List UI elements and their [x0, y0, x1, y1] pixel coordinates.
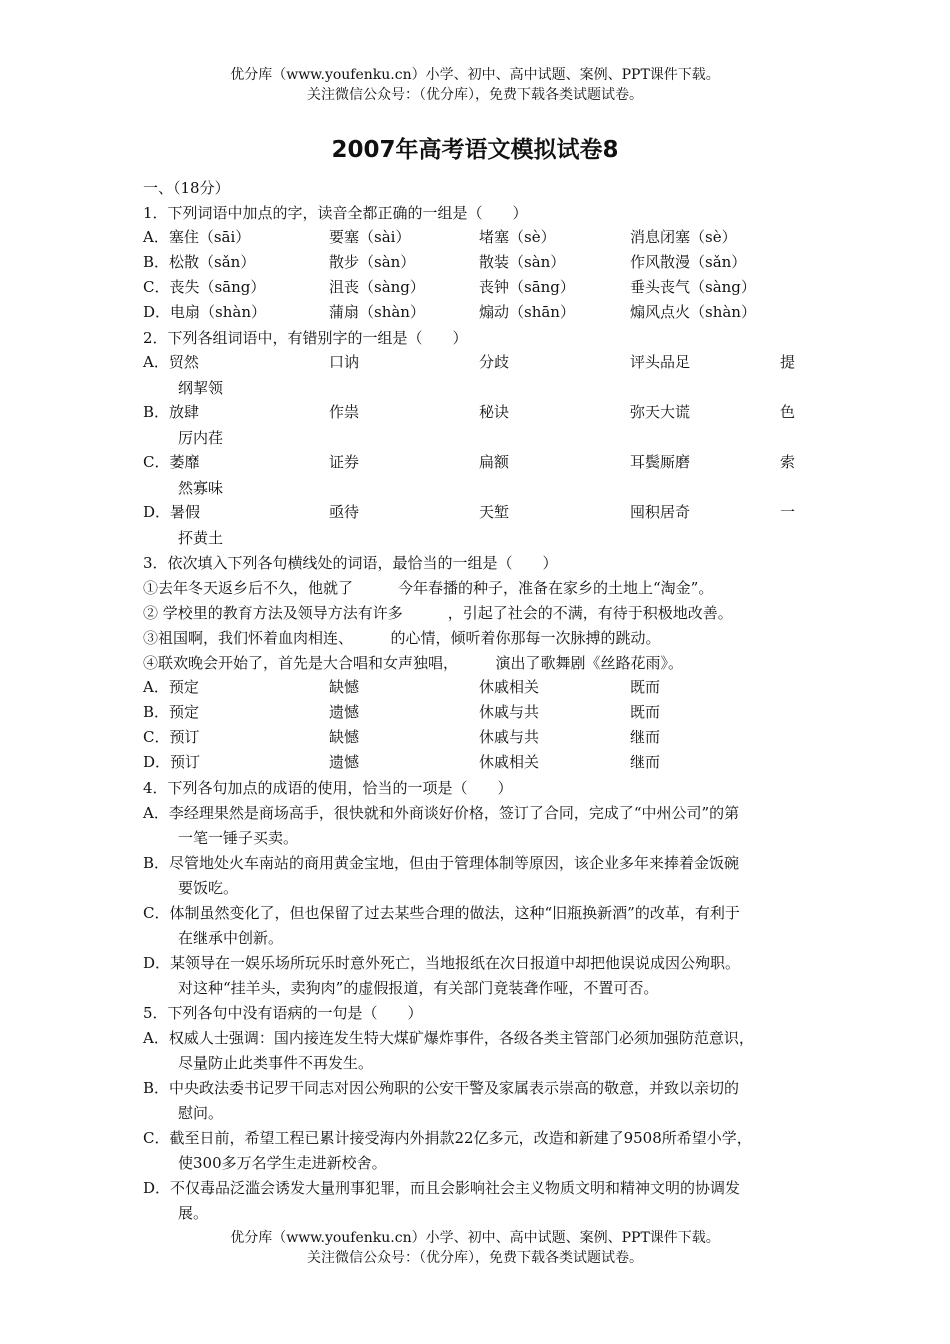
q2-a-2: 口讷 — [329, 353, 360, 371]
q1-b-2: 散步（sàn） — [329, 253, 416, 271]
q1-option-c — [143, 276, 823, 301]
q2-a-wrap: 纲挈领 — [178, 379, 224, 397]
q3-option-d — [143, 751, 823, 776]
q3-b-3: 休戚与共 — [479, 703, 540, 721]
question-3-stem: 3．依次填入下列各句横线处的词语，最恰当的一组是（ ） — [143, 554, 558, 572]
q2-option-b — [143, 401, 823, 426]
q2-c-4: 耳鬓厮磨 — [630, 453, 691, 471]
q1-a-2: 要塞（sài） — [329, 228, 411, 246]
q1-c-4: 垂头丧气（sàng） — [630, 278, 756, 296]
q4-option-d: D．某领导在一娱乐场所玩乐时意外死亡，当地报纸在次日报道中却把他误说成因公殉职。 — [143, 954, 741, 972]
question-4-stem: 4．下列各句加点的成语的使用，恰当的一项是（ ） — [143, 779, 513, 797]
q3-b-1: B．预定 — [143, 703, 200, 721]
q1-a-4: 消息闭塞（sè） — [630, 228, 737, 246]
q3-b-4: 既而 — [630, 703, 661, 721]
q3-sentence-2: ② 学校里的教育方法及领导方法有许多 ，引起了社会的不满，有待于积极地改善。 — [143, 604, 733, 622]
q3-a-1: A．预定 — [143, 678, 199, 696]
q3-sentence-1: ①去年冬天返乡后不久，他就了 今年春播的种子，准备在家乡的土地上“淘金”。 — [143, 579, 714, 597]
q2-b-2: 作祟 — [329, 403, 360, 421]
q3-option-a — [143, 676, 823, 701]
q2-b-1: B．放肆 — [143, 403, 200, 421]
q5-option-d: D．不仅毒品泛滥会诱发大量刑事犯罪，而且会影响社会主义物质文明和精神文明的协调发 — [143, 1179, 741, 1197]
q1-option-a — [143, 226, 823, 251]
question-2-stem: 2．下列各组词语中，有错别字的一组是（ ） — [143, 329, 468, 347]
q1-option-b — [143, 251, 823, 276]
header-line-1: 优分库（www.youfenku.cn）小学、初中、高中试题、案例、PPT课件下载。 — [230, 67, 720, 83]
q2-b-3: 秘诀 — [479, 403, 510, 421]
q3-d-1: D．预订 — [143, 753, 201, 771]
q3-c-1: C．预订 — [143, 728, 200, 746]
q2-a-3: 分歧 — [479, 353, 510, 371]
q1-c-2: 沮丧（sàng） — [329, 278, 425, 296]
q5-option-c-wrap: 使300多万名学生走进新校舍。 — [178, 1154, 387, 1172]
q3-sentence-3: ③祖国啊，我们怀着血肉相连、 的心情，倾听着你那每一次脉搏的跳动。 — [143, 629, 661, 647]
q3-a-4: 既而 — [630, 678, 661, 696]
q4-option-c-wrap: 在继承中创新。 — [178, 929, 284, 947]
q3-option-b — [143, 701, 823, 726]
q1-b-3: 散装（sàn） — [479, 253, 566, 271]
q2-c-1: C．萎靡 — [143, 453, 200, 471]
q4-option-a: A．李经理果然是商场高手，很快就和外商谈好价格，签订了合同，完成了“中州公司”的第 — [143, 804, 740, 822]
q2-c-3: 扁额 — [479, 453, 510, 471]
q4-option-b-wrap: 要饭吃。 — [178, 879, 239, 897]
page-title: 2007年高考语文模拟试卷8 — [331, 137, 619, 163]
q3-c-4: 继而 — [630, 728, 661, 746]
q1-c-1: C．丧失（sāng） — [143, 278, 266, 296]
section-heading: 一、（18分） — [143, 179, 230, 197]
footer-line-2: 关注微信公众号：（优分库），免费下载各类试题试卷。 — [307, 1250, 643, 1266]
q5-option-b: B．中央政法委书记罗干同志对因公殉职的公安干警及家属表示崇高的敬意，并致以亲切的 — [143, 1079, 740, 1097]
q3-d-3: 休戚相关 — [479, 753, 540, 771]
q4-option-a-wrap: 一笔一锤子买卖。 — [178, 829, 299, 847]
q2-a-5: 提 — [780, 353, 796, 371]
q2-option-d — [143, 501, 823, 526]
q2-d-3: 天堑 — [479, 503, 510, 521]
q2-option-c — [143, 451, 823, 476]
q3-sentence-4: ④联欢晚会开始了，首先是大合唱和女声独唱， 演出了歌舞剧《丝路花雨》。 — [143, 654, 684, 672]
q4-option-d-wrap: 对这种“挂羊头，卖狗肉”的虚假报道，有关部门竟装聋作哑，不置可否。 — [178, 979, 659, 997]
q2-b-wrap: 厉内荏 — [178, 429, 224, 447]
q5-option-a: A．权威人士强调：国内接连发生特大煤矿爆炸事件，各级各类主管部门必须加强防范意识， — [143, 1029, 754, 1047]
footer-line-1: 优分库（www.youfenku.cn）小学、初中、高中试题、案例、PPT课件下载。 — [230, 1230, 720, 1246]
question-5-stem: 5．下列各句中没有语病的一句是（ ） — [143, 1004, 423, 1022]
q5-option-c: C．截至日前，希望工程已累计接受海内外捐款22亿多元，改造和新建了9508所希望小学， — [143, 1129, 752, 1147]
q3-option-c — [143, 726, 823, 751]
q2-a-4: 评头品足 — [630, 353, 691, 371]
exam-body — [143, 176, 823, 1226]
q1-d-4: 煽风点火（shàn） — [630, 303, 756, 321]
q2-c-2: 证券 — [329, 453, 360, 471]
q3-b-2: 遗憾 — [329, 703, 360, 721]
q5-option-b-wrap: 慰问。 — [178, 1104, 224, 1122]
q1-a-3: 堵塞（sè） — [479, 228, 556, 246]
q3-c-3: 休戚与共 — [479, 728, 540, 746]
q1-a-1: A．塞住（sāi） — [143, 228, 251, 246]
q5-option-d-wrap: 展。 — [178, 1204, 209, 1222]
q3-d-2: 遗憾 — [329, 753, 360, 771]
q4-option-c: C．体制虽然变化了，但也保留了过去某些合理的做法，这种“旧瓶换新酒”的改革，有利于 — [143, 904, 740, 922]
q2-d-wrap: 抔黄土 — [178, 529, 224, 547]
q4-option-b: B．尽管地处火车南站的商用黄金宝地，但由于管理体制等原因，该企业多年来捧着金饭碗 — [143, 854, 740, 872]
q1-option-d — [143, 301, 823, 326]
q5-option-a-wrap: 尽量防止此类事件不再发生。 — [178, 1054, 374, 1072]
q3-a-3: 休戚相关 — [479, 678, 540, 696]
q2-d-2: 亟待 — [329, 503, 360, 521]
q1-d-2: 蒲扇（shàn） — [329, 303, 425, 321]
q1-d-3: 煽动（shān） — [479, 303, 575, 321]
q2-c-wrap: 然寡味 — [178, 479, 224, 497]
q3-a-2: 缺憾 — [329, 678, 360, 696]
q1-b-1: B．松散（sǎn） — [143, 253, 256, 271]
question-1-stem: 1．下列词语中加点的字，读音全都正确的一组是（ ） — [143, 204, 528, 222]
q1-c-3: 丧钟（sāng） — [479, 278, 575, 296]
header-line-2: 关注微信公众号：（优分库），免费下载各类试题试卷。 — [307, 87, 643, 103]
q3-c-2: 缺憾 — [329, 728, 360, 746]
q2-d-5: 一 — [780, 503, 796, 521]
q2-b-4: 弥天大谎 — [630, 403, 691, 421]
q3-d-4: 继而 — [630, 753, 661, 771]
q2-a-1: A．贸然 — [143, 353, 199, 371]
q2-option-a — [143, 351, 823, 376]
q1-d-1: D．电扇（shàn） — [143, 303, 266, 321]
q1-b-4: 作风散漫（sǎn） — [630, 253, 747, 271]
q2-d-1: D．暑假 — [143, 503, 201, 521]
q2-b-5: 色 — [780, 403, 796, 421]
q2-d-4: 囤积居奇 — [630, 503, 691, 521]
q2-c-5: 索 — [780, 453, 796, 471]
